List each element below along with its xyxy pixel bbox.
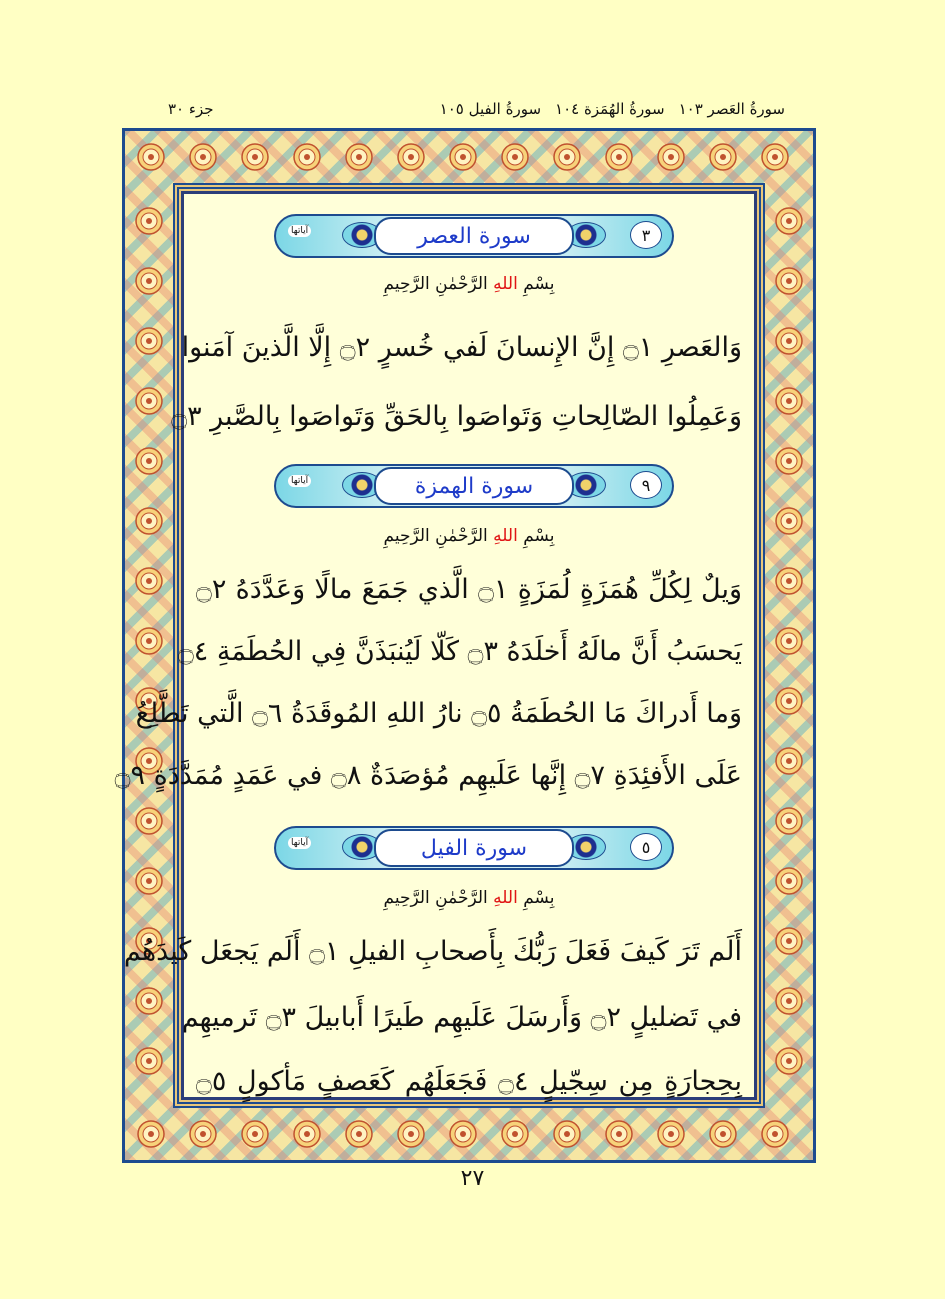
basmala-allah: اللهِ	[493, 888, 518, 908]
surah-title: سورة الهمزة	[374, 467, 574, 505]
surah-header-humazah	[274, 464, 674, 508]
basmala	[184, 888, 754, 908]
header-surah-1: سورةُ العَصر ١٠٣	[678, 100, 785, 118]
header-surah-3: سورةُ الفيل ١٠٥	[439, 100, 542, 118]
surah-title: سورة الفيل	[374, 829, 574, 867]
verse-line: عَلَى الأَفئِدَةِ ۝٧ إِنَّها عَلَيهِم مُؤصَدَةٌ ۝٨ في عَمَدٍ مُمَدَّدَةٍ ۝٩	[114, 760, 742, 791]
basmala-rahman: الرَّحْمٰنِ الرَّحِيمِ	[383, 526, 488, 546]
surah-title: سورة العصر	[374, 217, 574, 255]
verse-line: وَيلٌ لِكُلِّ هُمَزَةٍ لُمَزَةٍ ۝١ الَّذي جَمَعَ مالًا وَعَدَّدَهُ ۝٢	[196, 574, 742, 605]
ayat-label: آياتها	[288, 475, 311, 487]
verse-line: وَما أَدراكَ مَا الحُطَمَةُ ۝٥ نارُ اللهِ المُوقَدَةُ ۝٦ الَّتي تَطَّلِعُ	[135, 698, 742, 729]
ayat-count: ٥	[630, 833, 662, 861]
surah-header-fil	[274, 826, 674, 870]
basmala-allah: اللهِ	[493, 274, 518, 294]
basmala-bism: بِسْمِ	[523, 888, 555, 908]
page-number: ٢٧	[460, 1166, 485, 1191]
basmala	[184, 526, 754, 546]
verse-line: وَالعَصرِ ۝١ إِنَّ الإِنسانَ لَفي خُسرٍ ۝٢ إِلَّا الَّذينَ آمَنوا	[181, 332, 742, 363]
basmala-rahman: الرَّحْمٰنِ الرَّحِيمِ	[383, 888, 488, 908]
basmala	[184, 274, 754, 294]
verse-line: في تَضليلٍ ۝٢ وَأَرسَلَ عَلَيهِم طَيرًا أَبابيلَ ۝٣ تَرميهِم	[181, 1002, 742, 1033]
juz-label: جزء ٣٠	[168, 100, 214, 118]
ayat-count: ٣	[630, 221, 662, 249]
ayat-count: ٩	[630, 471, 662, 499]
ayat-label: آياتها	[288, 837, 311, 849]
ornamental-frame	[114, 128, 816, 1163]
verse-line: بِحِجارَةٍ مِن سِجّيلٍ ۝٤ فَجَعَلَهُم كَعَصفٍ مَأكولٍ ۝٥	[196, 1066, 742, 1097]
header-surah-2: سورةُ الهُمَزة ١٠٤	[555, 100, 665, 118]
verse-line: أَلَم تَرَ كَيفَ فَعَلَ رَبُّكَ بِأَصحابِ الفيلِ ۝١ أَلَم يَجعَل كَيدَهُم	[123, 936, 742, 967]
verse-line: وَعَمِلُوا الصّالِحاتِ وَتَواصَوا بِالحَقِّ وَتَواصَوا بِالصَّبرِ ۝٣	[171, 401, 742, 432]
basmala-bism: بِسْمِ	[523, 526, 555, 546]
basmala-allah: اللهِ	[493, 526, 518, 546]
page-content	[114, 191, 757, 1100]
surah-header-asr	[274, 214, 674, 258]
ayat-label: آياتها	[288, 225, 311, 237]
basmala-rahman: الرَّحْمٰنِ الرَّحِيمِ	[383, 274, 488, 294]
surah-list-header	[440, 100, 785, 126]
verse-line: يَحسَبُ أَنَّ مالَهُ أَخلَدَهُ ۝٣ كَلّا لَيُنبَذَنَّ فِي الحُطَمَةِ ۝٤	[177, 636, 742, 667]
basmala-bism: بِسْمِ	[523, 274, 555, 294]
